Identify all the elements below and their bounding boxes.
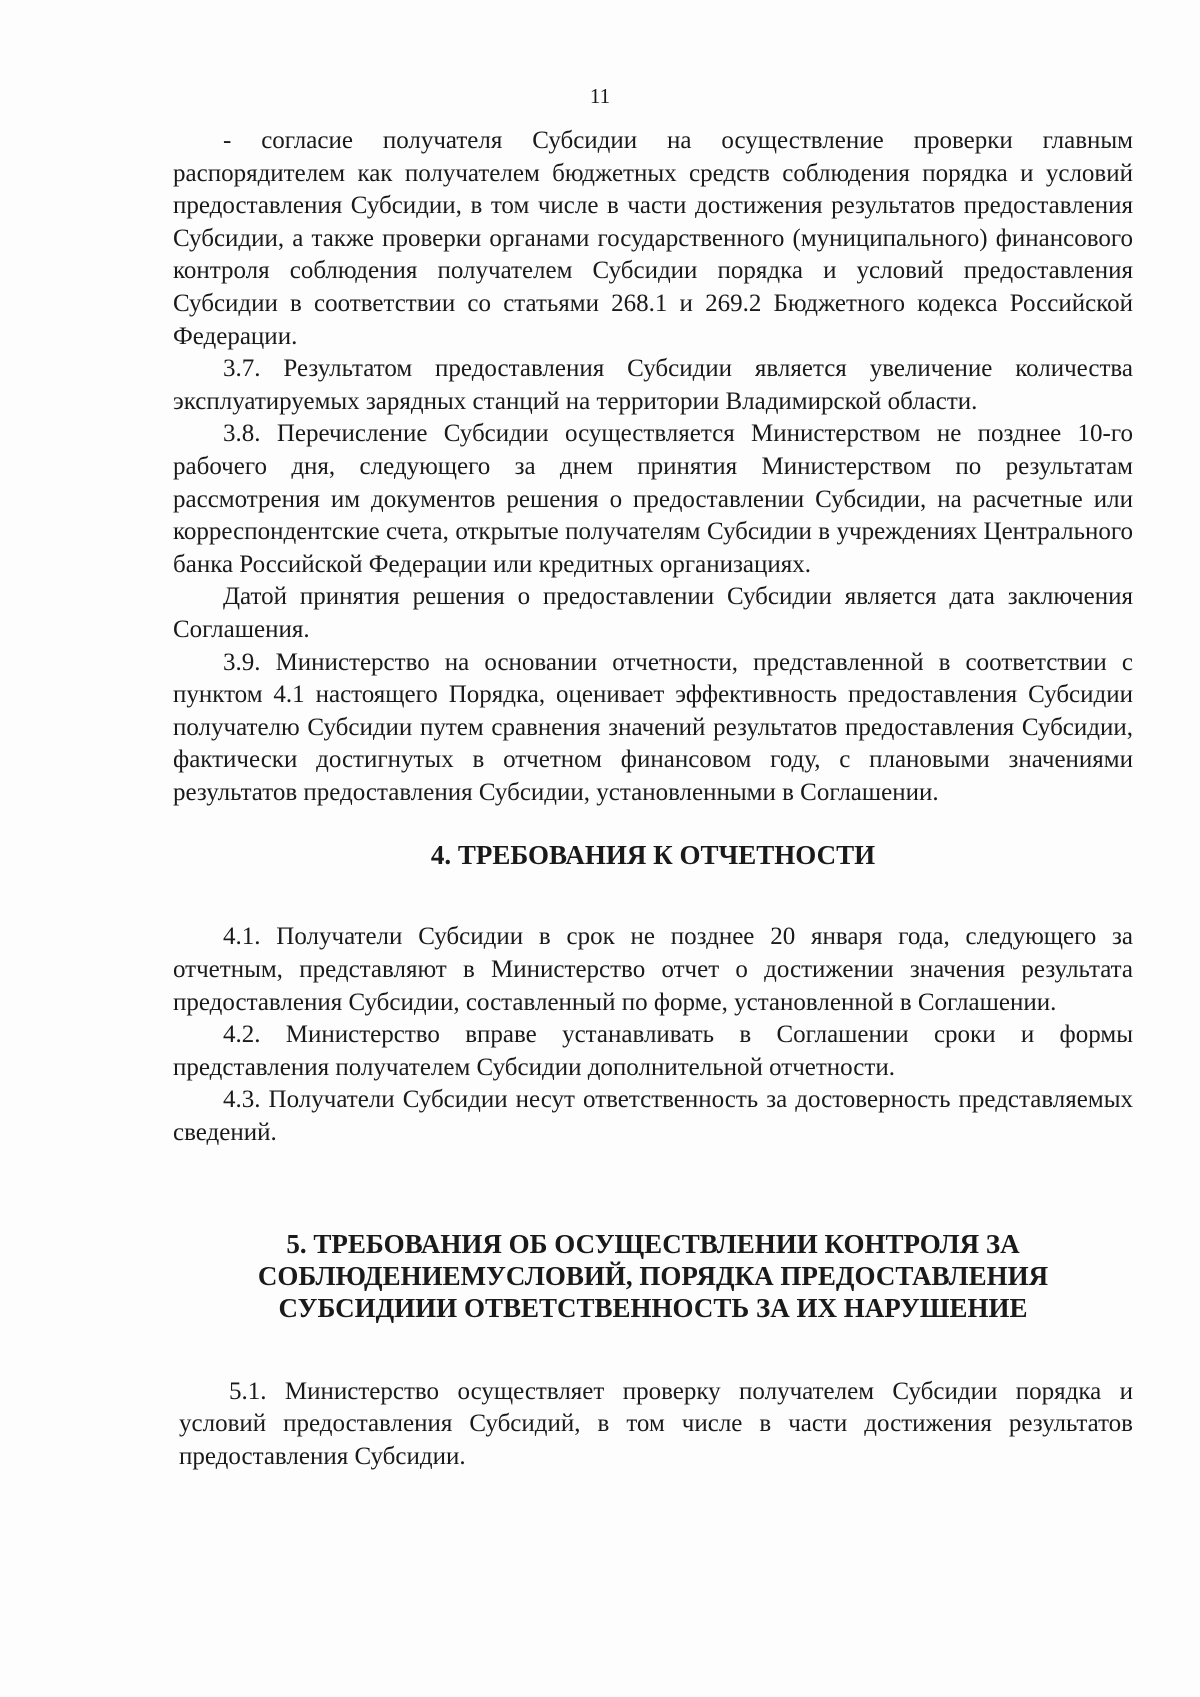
section-4-heading: 4. ТРЕБОВАНИЯ К ОТЧЕТНОСТИ [430, 840, 876, 871]
paragraph-consent-check: - согласие получателя Субсидии на осуществление проверки главным распорядителем как получателем бюджетных средств соблюдения порядка и условий предоставления Субсидии, в том числе в части достижения результатов предоставления Субсидии, а также проверки органами государственного (муниципального) финансового контроля соблюдения получателем Субсидии порядка и условий предоставления Субсидии в соответствии со статьями 268.1 и 269.2 Бюджетного кодекса Российской Федерации. [173, 127, 1133, 350]
paragraph-4-3: 4.3. Получатели Субсидии несут ответственность за достоверность представляемых сведений. [173, 1086, 1133, 1147]
paragraph-4-1: 4.1. Получатели Субсидии в срок не позднее 20 января года, следующего за отчетным, представляют в Министерство отчет о достижении значения результата предоставления Субсидии, составленный по форме, установленной в Соглашении. [173, 923, 1133, 1016]
section-5-heading-line: СУБСИДИИИ ОТВЕТСТВЕННОСТЬ ЗА ИХ НАРУШЕНИЕ [278, 1292, 1028, 1323]
page-number: 11 [589, 84, 611, 108]
paragraph-4-2: 4.2. Министерство вправе устанавливать в Соглашении сроки и формы представления получателем Субсидии дополнительной отчетности. [173, 1021, 1133, 1081]
section-5-heading-line: СОБЛЮДЕНИЕМУСЛОВИЙ, ПОРЯДКА ПРЕДОСТАВЛЕНИЯ [257, 1260, 1049, 1291]
paragraph-3-8: 3.8. Перечисление Субсидии осуществляется Министерством не позднее 10-го рабочего дня, следующего за днем принятия Министерством по результатам рассмотрения им документов решения о предоставлении Субсидии, на расчетные или корреспондентские счета, открытые получателям Субсидии в учреждениях Центрального банка Российской Федерации или кредитных организациях. [173, 420, 1133, 578]
paragraph-decision-date: Датой принятия решения о предоставлении Субсидии является дата заключения Соглашения. [173, 583, 1133, 643]
document-body [173, 125, 1133, 1473]
paragraph-5-1: 5.1. Министерство осуществляет проверку получателем Субсидии порядка и условий предоставления Субсидий, в том числе в части достижения результатов предоставления Субсидии. [179, 1377, 1133, 1470]
section-5-heading-line: 5. ТРЕБОВАНИЯ ОБ ОСУЩЕСТВЛЕНИИ КОНТРОЛЯ ЗА [286, 1228, 1020, 1259]
section-5-heading [173, 1228, 1133, 1324]
paragraph-3-9: 3.9. Министерство на основании отчетности, представленной в соответствии с пунктом 4.1 настоящего Порядка, оценивает эффективность предоставления Субсидии получателю Субсидии путем сравнения значений результатов предоставления Субсидии, фактически достигнутых в отчетном финансовом году, с плановыми значениями результатов предоставления Субсидии, установленными в Соглашении. [173, 648, 1133, 806]
paragraph-3-7: 3.7. Результатом предоставления Субсидии является увеличение количества эксплуатируемых зарядных станций на территории Владимирской области. [173, 355, 1133, 415]
